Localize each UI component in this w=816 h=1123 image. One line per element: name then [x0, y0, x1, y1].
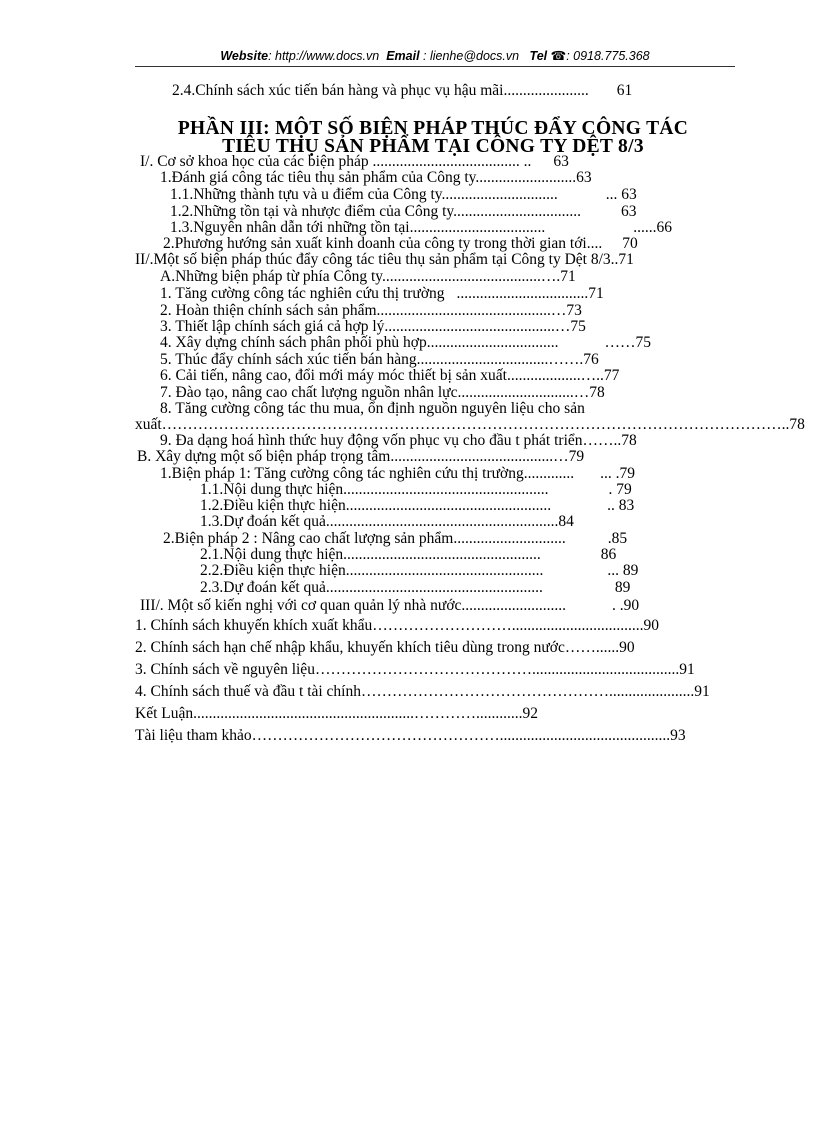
toc-entry-ii: II/.Một số biện pháp thúc đẩy công tác tiêu thụ sản phẩm tại Công ty Dệt 8/3..71	[135, 251, 634, 268]
toc-entry-ii-a-2: 2. Hoàn thiện chính sách sản phẩm.............................................…73	[160, 302, 582, 319]
toc-entry-ii-a-1: 1. Tăng cường công tác nghiên cứu thị trường ..................................71	[160, 285, 604, 302]
toc-entry-tai-lieu: Tài liệu tham khảo…………………………………………............................................93	[135, 727, 686, 744]
toc-entry-ii-a: A.Những biện pháp từ phía Công ty.........................................….71	[160, 268, 576, 285]
toc-entry-iii-3: 3. Chính sách về nguyên liệu……………………………………......................................91	[135, 661, 695, 678]
toc-entry-ii-b-2: 2.Biện pháp 2 : Nâng cao chất lượng sản phẩm............................. .85	[163, 530, 628, 547]
toc-entry-i-1-1: 1.1.Những thành tựu và u điểm của Công ty.............................. ... 63	[170, 186, 637, 203]
tel-value: : 0918.775.368	[566, 49, 650, 63]
toc-entry-ii-a-3: 3. Thiết lập chính sách giá cả hợp lý............................................…75	[160, 318, 586, 335]
toc-entry-iii-4: 4. Chính sách thuế và đầu t tài chính…………………………………………......................91	[135, 683, 710, 700]
tel-label: Tel	[529, 49, 548, 63]
toc-entry-ii-b-2-3: 2.3.Dự đoán kết quả........................................................ 89	[200, 579, 631, 596]
toc-entry-ket-luan: Kết Luận.........................................................…………............92	[135, 705, 538, 722]
toc-entry-iii-2: 2. Chính sách hạn chế nhập khẩu, khuyến khích tiêu dùng trong nước……......90	[135, 639, 635, 656]
toc-entry-ii-a-7: 7. Đào tạo, nâng cao chất lượng nguồn nhân lực..............................…78	[160, 384, 605, 401]
toc-entry-iii-1: 1. Chính sách khuyến khích xuất khẩu………………………..................................90	[135, 617, 659, 634]
part3-title-line2: TIÊU THỤ SẢN PHẨM TẠI CÔNG TY DỆT 8/3	[222, 136, 644, 157]
email-label: Email	[386, 49, 420, 63]
toc-entry-2-4: 2.4.Chính sách xúc tiến bán hàng và phục vụ hậu mãi...................... 61	[172, 82, 633, 99]
toc-entry-ii-b-1: 1.Biện pháp 1: Tăng cường công tác nghiên cứu thị trường............. ... .79	[160, 465, 635, 482]
page-number: 61	[616, 82, 633, 99]
toc-entry-ii-a-4: 4. Xây dựng chính sách phân phối phù hợp.................................. ……75	[160, 334, 651, 351]
phone-icon: ☎	[550, 49, 567, 63]
part3-title-line1: PHẦN III: MỘT SỐ BIỆN PHÁP THÚC ĐẨY CÔNG TÁC	[177, 118, 689, 139]
toc-entry-i-1-2: 1.2.Những tồn tại và nhược điểm của Công ty................................. 63	[170, 203, 637, 220]
page-header	[135, 48, 735, 64]
toc-entry-i-1-3: 1.3.Nguyên nhân dẫn tới những tồn tại................................... ......66	[170, 219, 672, 236]
toc-entry-iii: III/. Một số kiến nghị với cơ quan quản lý nhà nước........................... . .90	[140, 597, 640, 614]
toc-entry-ii-b-1-2: 1.2.Điều kiện thực hiện..................................................... .. 83	[200, 497, 635, 514]
website-label: Website	[220, 49, 269, 63]
toc-entry-ii-b-1-1: 1.1.Nội dung thực hiện..................................................... . 79	[200, 481, 632, 498]
toc-entry-ii-a-5: 5. Thúc đẩy chính sách xúc tiến bán hàng..................................…….76	[160, 351, 599, 368]
toc-entry-ii-b-2-2: 2.2.Điều kiện thực hiện................................................... ... 89	[200, 562, 639, 579]
toc-entry-ii-a-6: 6. Cải tiến, nâng cao, đổi mới máy móc thiết bị sản xuất...................…..77	[160, 367, 620, 384]
website-value: : http://www.docs.vn	[268, 49, 380, 63]
toc-entry-i: I/. Cơ sở khoa học của các biện pháp ...................................... .. 63	[140, 153, 569, 170]
toc-entry-i-1: 1.Đánh giá công tác tiêu thụ sản phẩm của Công ty..........................63	[160, 169, 592, 186]
email-value: : lienhe@docs.vn	[423, 49, 520, 63]
header-divider	[135, 66, 735, 67]
toc-entry-ii-b-2-1: 2.1.Nội dung thực hiện................................................... 86	[200, 546, 617, 563]
toc-entry-ii-a-8-cont: xuất…………………………………………………………………………………………………………..78	[135, 416, 805, 433]
toc-entry-ii-b: B. Xây dựng một số biện pháp trọng tâm..........................................…79	[137, 448, 585, 465]
toc-entry-i-2: 2.Phương hướng sản xuất kinh doanh của công ty trong thời gian tới.... 70	[163, 235, 638, 252]
toc-entry-ii-a-9: 9. Đa dạng hoá hình thức huy động vốn phục vụ cho đầu t phát triển……..78	[160, 432, 637, 449]
toc-entry-ii-a-8: 8. Tăng cường công tác thu mua, ổn định nguồn nguyên liệu cho sản	[160, 400, 585, 417]
toc-entry-ii-b-1-3: 1.3.Dự đoán kết quả............................................................84	[200, 513, 574, 530]
